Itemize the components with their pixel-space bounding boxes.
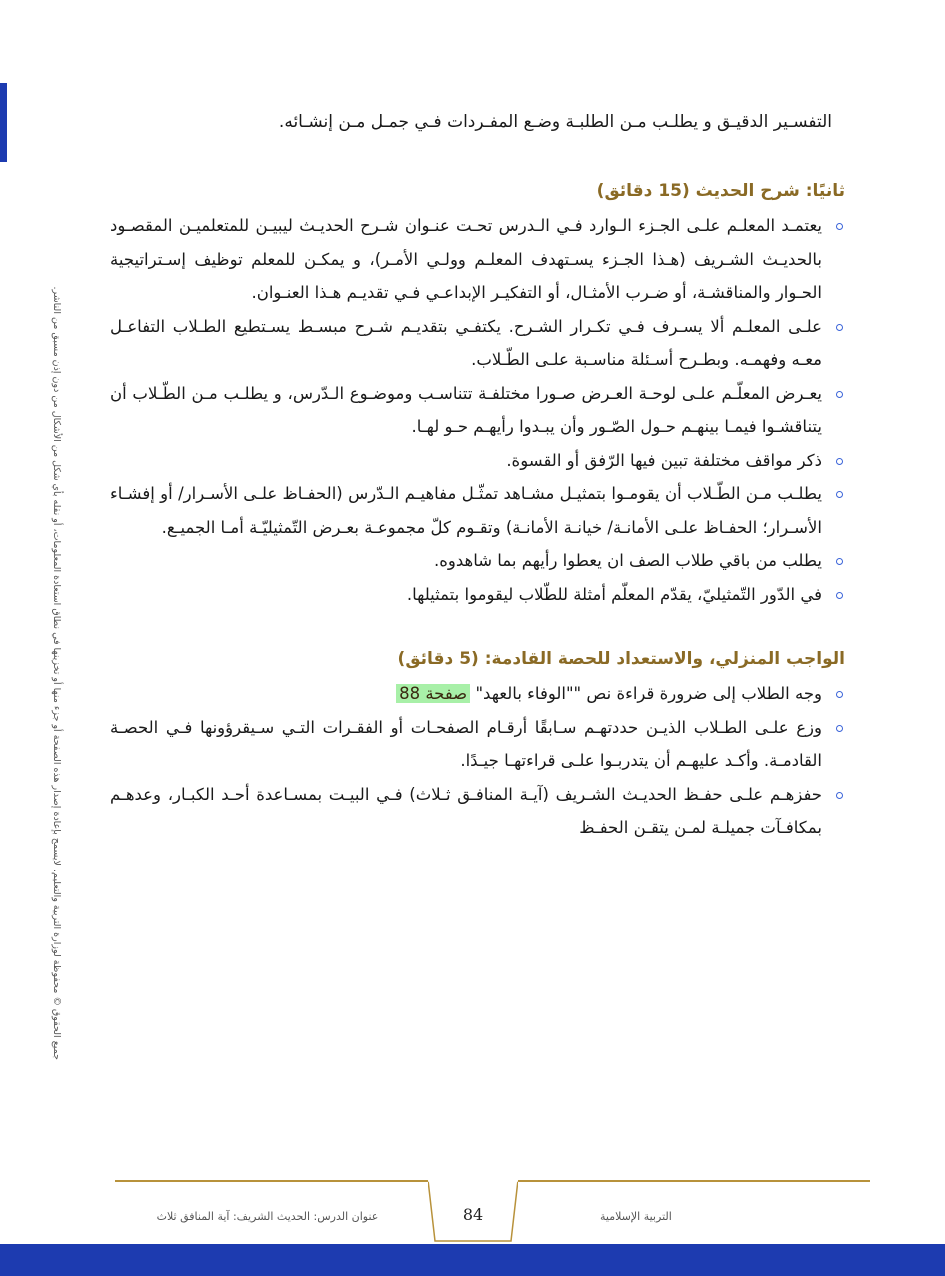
copyright-note: جميع الحقوق © محفوظة لوزارة التربية والتعليم. لايسمح بإعادة إصدار هذه الصفحة أو جزء منها أو تخزينها في نطاق استعادة المعلومات، أو نقله بأي شكل من الأشكال من دون إذن مسبق من الناشر.: [51, 286, 62, 1060]
page-reference-highlight: صفحة 88: [396, 684, 470, 703]
list-item: وزع علـى الطـلاب الذيـن حددتهـم سـابقًا أرقـام الصفحـات أو الفقـرات التـي سـيقرؤونها فـي الحصـة القادمـة. وأكـد عليهـم أن يتدربـوا علـى قراءتهـا جيـدًا.: [110, 711, 845, 778]
list-item: علـى المعلـم ألا يسـرف فـي تكـرار الشـرح. يكتفـي بتقديـم شـرح مبسـط يسـتطيع الطـلاب التفاعـل معـه وفهمـه. وبطـرح أسـئلة مناسـبة علـى الطّـلاب.: [110, 310, 845, 377]
list-item: يطلب من باقي طلاب الصف ان يعطوا رأيهم بما شاهدوه.: [110, 544, 845, 578]
circle-bullet-icon: [836, 691, 843, 698]
bottom-band: [0, 1244, 945, 1276]
homework-heading: الواجب المنزلي، والاستعداد للحصة القادمة: (5 دقائق): [397, 649, 845, 669]
circle-bullet-icon: [836, 391, 843, 398]
page-content: [110, 105, 845, 845]
list-item: حفزهـم علـى حفـظ الحديـث الشـريف (آيـة المنافـق ثـلاث) فـي البيـت بمسـاعدة أحـد الكبـار، وعدهـم بمكافـآت جميلـة لمـن يتقـن الحفـظ: [110, 778, 845, 845]
list-item: في الدّور التّمثيليّ، يقدّم المعلّم أمثلة للطّلاب ليقوموا بتمثيلها.: [110, 578, 845, 612]
list-item: يطلـب مـن الطّـلاب أن يقومـوا بتمثيـل مشـاهد تمثّـل مفاهيـم الـدّرس (الحفـاظ علـى الأسـرار/ أو إفشـاء الأسـرار؛ الحفـاظ علـى الأمانـة/ خيانـة الأمانـة) وتقـوم كلّ مجموعـة بعـرض التّمثيليّـة أمـا الجميـع.: [110, 477, 845, 544]
section-two-list: [110, 209, 845, 611]
section-two-heading: ثانيًا: شرح الحديث (15 دقائق): [596, 181, 845, 201]
circle-bullet-icon: [836, 491, 843, 498]
circle-bullet-icon: [836, 792, 843, 799]
circle-bullet-icon: [836, 324, 843, 331]
circle-bullet-icon: [836, 223, 843, 230]
circle-bullet-icon: [836, 725, 843, 732]
edge-accent-bar: [0, 83, 7, 162]
circle-bullet-icon: [836, 458, 843, 465]
circle-bullet-icon: [836, 558, 843, 565]
page-number: 84: [462, 1205, 484, 1224]
list-item: ذكر مواقف مختلفة تبين فيها الرّفق أو القسوة.: [110, 444, 845, 478]
list-item: يعـرض المعلّـم علـى لوحـة العـرض صـورا مختلفـة تتناسـب وموضـوع الـدّرس، و يطلـب مـن الطّـلاب أن يتناقشـوا فيمـا بينهـم حـول الصّـور وأن يبـدوا رأيهـم حـو لهـا.: [110, 377, 845, 444]
homework-list: [110, 677, 845, 845]
list-item: يعتمـد المعلـم علـى الجـزء الـوارد فـي الـدرس تحـت عنـوان شـرح الحديـث ليبيـن للمتعلميـن المقصـود بالحديـث الشـريف (هـذا الجـزء يسـتهدف المعلـم وولـي الأمـر)، و يمكـن للمعلم توظيف إسـتراتيجية الحـوار والمناقشـة، أو ضـرب الأمثـال، أو التفكيـر الإبداعـي فـي تقديـم هـذا العنـوان.: [110, 209, 845, 310]
circle-bullet-icon: [836, 592, 843, 599]
lesson-title: عنوان الدرس: الحديث الشريف: آية المنافق ثلاث: [156, 1210, 379, 1223]
subject-name: التربية الإسلامية: [600, 1210, 672, 1223]
list-item: وجه الطلاب إلى ضرورة قراءة نص ""الوفاء بالعهد" صفحة 88: [110, 677, 845, 711]
intro-paragraph: التفسـير الدقيـق و يطلـب مـن الطلبـة وضـع المفـردات فـي جمـل مـن إنشـائه.: [278, 112, 832, 132]
